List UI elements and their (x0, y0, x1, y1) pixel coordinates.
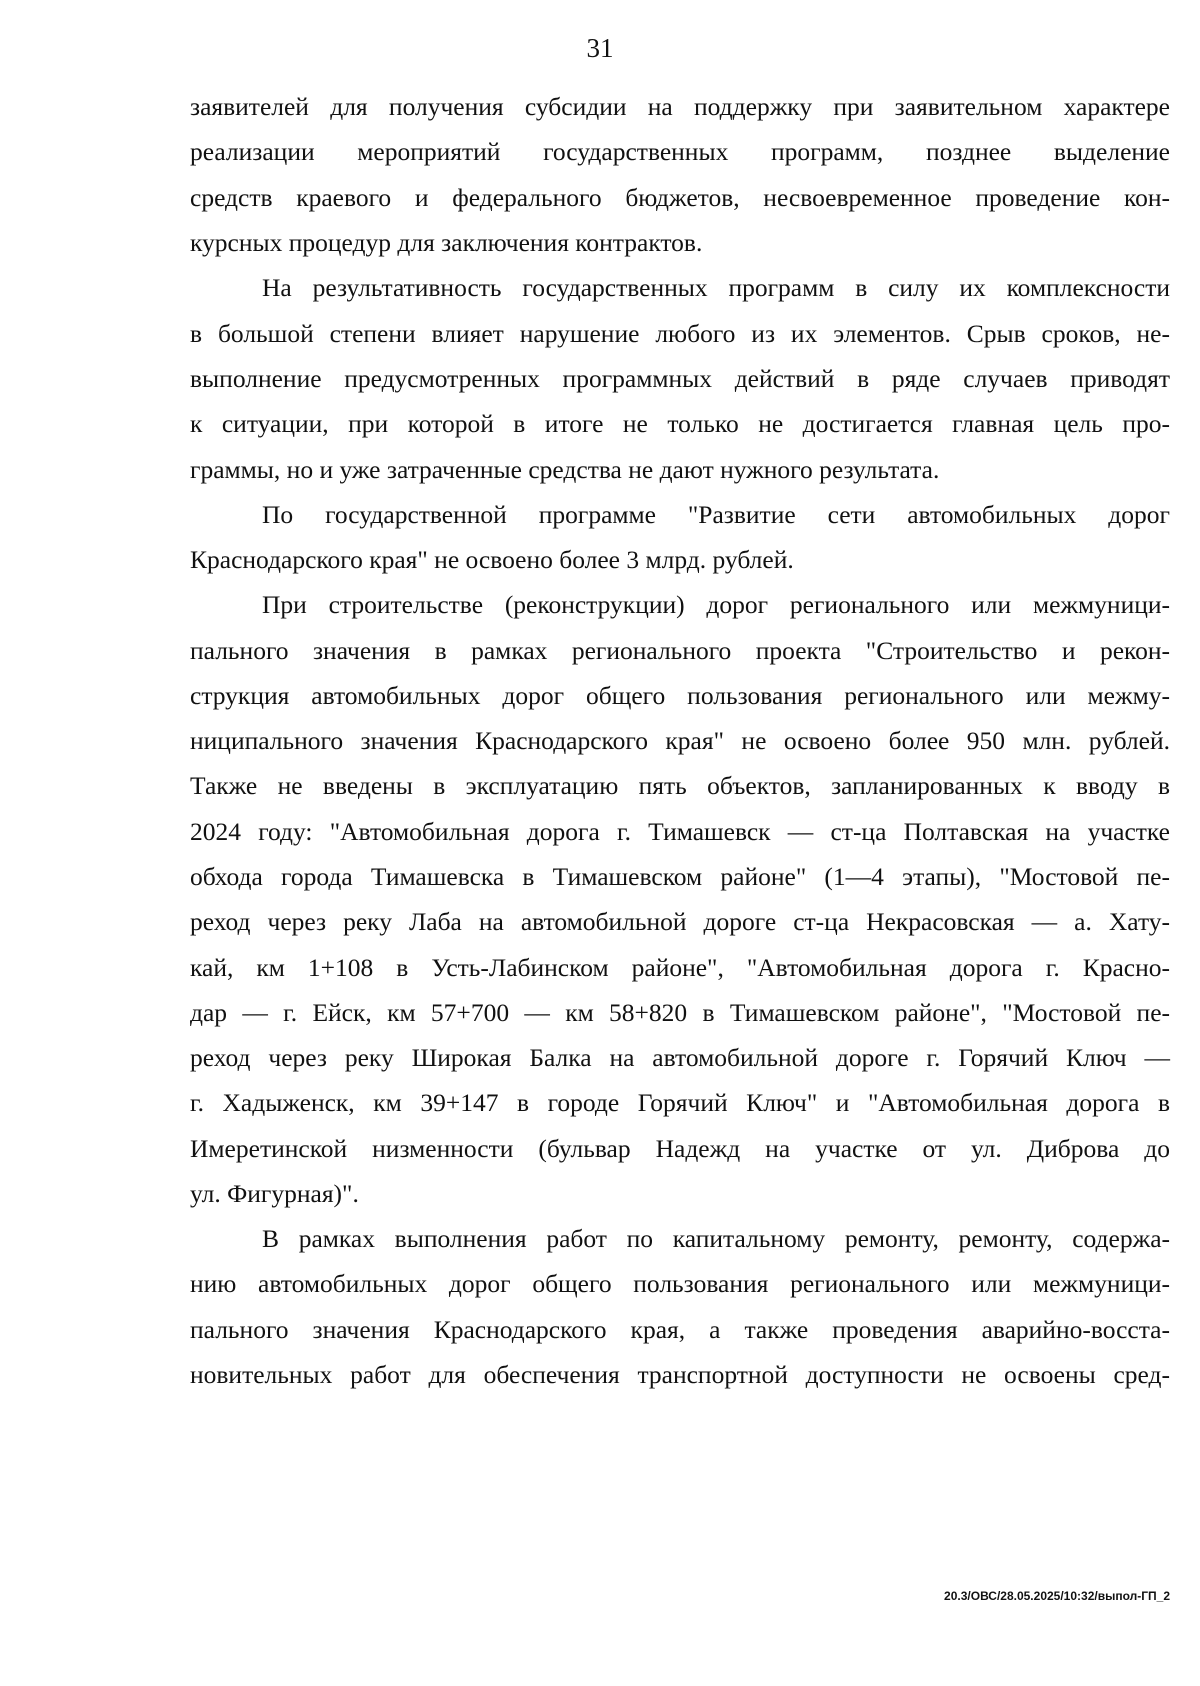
text-line: обхода города Тимашевска в Тимашевском районе" (1—4 этапы), "Мостовой пе- (190, 862, 1170, 891)
text-line: реход через реку Широкая Балка на автомобильной дороге г. Горячий Ключ — (190, 1043, 1170, 1072)
text-line: кай, км 1+108 в Усть-Лабинском районе", "Автомобильная дорога г. Красно- (190, 953, 1170, 982)
text-line: ул. Фигурная)". (190, 1179, 359, 1208)
text-line: По государственной программе "Развитие сети автомобильных дорог (262, 500, 1170, 529)
text-line: дар — г. Ейск, км 57+700 — км 58+820 в Тимашевском районе", "Мостовой пе- (190, 998, 1170, 1027)
text-line: курсных процедур для заключения контрактов. (190, 228, 703, 257)
text-line: в большой степени влияет нарушение любого из их элементов. Срыв сроков, не- (190, 319, 1170, 348)
text-line: ниципального значения Краснодарского края" не освоено более 950 млн. рублей. (190, 726, 1170, 755)
text-line: На результативность государственных программ в силу их комплексности (262, 273, 1170, 302)
text-line: г. Хадыженск, км 39+147 в городе Горячий Ключ" и "Автомобильная дорога в (190, 1088, 1170, 1117)
text-line: граммы, но и уже затраченные средства не дают нужного результата. (190, 455, 940, 484)
text-line: заявителей для получения субсидии на поддержку при заявительном характере (190, 92, 1170, 121)
text-line: реход через реку Лаба на автомобильной дороге ст-ца Некрасовская — а. Хату- (190, 907, 1170, 936)
text-line: В рамках выполнения работ по капитальному ремонту, ремонту, содержа- (262, 1224, 1170, 1253)
text-line: Имеретинской низменности (бульвар Надежд на участке от ул. Диброва до (190, 1134, 1170, 1163)
text-line: средств краевого и федерального бюджетов, несвоевременное проведение кон- (190, 183, 1170, 212)
text-line: реализации мероприятий государственных программ, позднее выделение (190, 137, 1170, 166)
text-line: выполнение предусмотренных программных действий в ряде случаев приводят (190, 364, 1170, 393)
text-line: При строительстве (реконструкции) дорог регионального или межмуници- (262, 590, 1170, 619)
text-line: струкция автомобильных дорог общего пользования регионального или межму- (190, 681, 1170, 710)
text-line: новительных работ для обеспечения транспортной доступности не освоены сред- (190, 1360, 1170, 1389)
page-number: 31 (586, 33, 614, 63)
footer-document-code: 20.3/ОВС/28.05.2025/10:32/выпол-ГП_2 (944, 1589, 1170, 1603)
text-line: пального значения Краснодарского края, а также проведения аварийно-восста- (190, 1315, 1170, 1344)
text-line: Также не введены в эксплуатацию пять объектов, запланированных к вводу в (190, 771, 1170, 800)
text-line: нию автомобильных дорог общего пользования регионального или межмуници- (190, 1269, 1170, 1298)
text-line: Краснодарского края" не освоено более 3 млрд. рублей. (190, 545, 794, 574)
text-line: 2024 году: "Автомобильная дорога г. Тимашевск — ст-ца Полтавская на участке (190, 817, 1170, 846)
text-line: к ситуации, при которой в итоге не только не достигается главная цель про- (190, 409, 1170, 438)
text-line: пального значения в рамках регионального проекта "Строительство и рекон- (190, 636, 1170, 665)
